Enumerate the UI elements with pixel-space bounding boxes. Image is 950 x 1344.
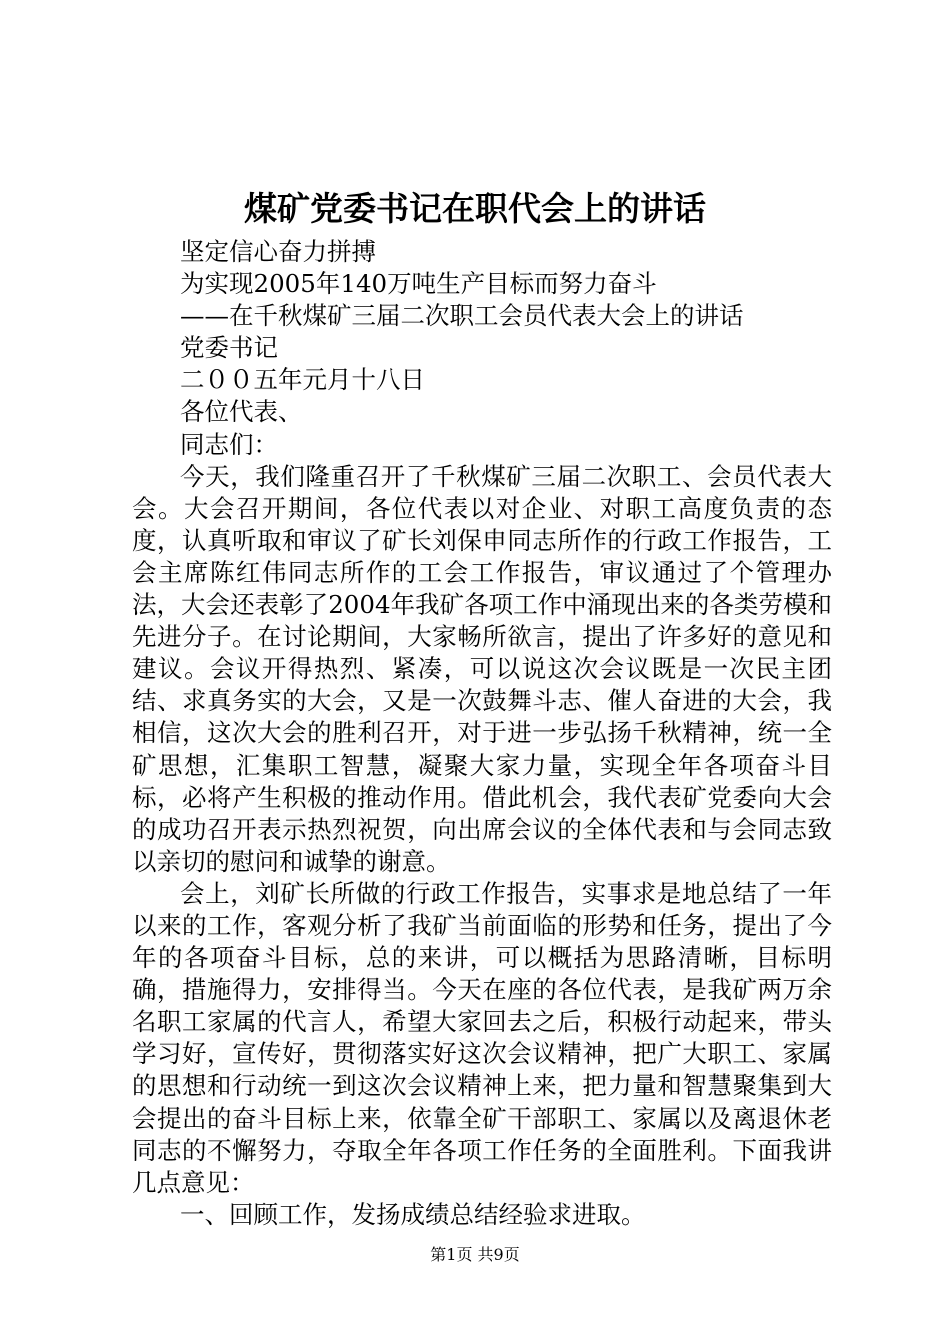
salutation-line-1: 各位代表、 [180, 397, 303, 427]
salutation-line-2: 同志们： [180, 429, 278, 459]
speaker-title: 党委书记 [180, 333, 278, 363]
page-number-footer: 第1页 共9页 [430, 1245, 520, 1264]
speech-occasion: ——在千秋煤矿三届二次职工会员代表大会上的讲话 [180, 301, 744, 331]
document-title: 煤矿党委书记在职代会上的讲话 [244, 189, 706, 228]
body-paragraph-2: 会上，刘矿长所做的行政工作报告，实事求是地总结了一年以来的工作，客观分析了我矿当前面临的形势和任务，提出了今年的各项奋斗目标，总的来讲，可以概括为思路清晰，目标明确，措施得力，安排得当。今天在座的各位代表，是我矿两万余名职工家属的代言人，希望大家回去之后，积极行动起来，带头学习好，宣传好，贯彻落实好这次会议精神，把广大职工、家属的思想和行动统一到这次会议精神上来，把力量和智慧聚集到大会提出的奋斗目标上来，依靠全矿干部职工、家属以及离退休老同志的不懈努力，夺取全年各项工作任务的全面胜利。下面我讲几点意见： [132, 878, 832, 1197]
section-heading-1: 一、回顾工作，发扬成绩总结经验求进取。 [180, 1199, 646, 1229]
body-paragraph-1: 今天，我们隆重召开了千秋煤矿三届二次职工、会员代表大会。大会召开期间，各位代表以对企业、对职工高度负责的态度，认真听取和审议了矿长刘保申同志所作的行政工作报告，工会主席陈红伟同志所作的工会工作报告，审议通过了个管理办法，大会还表彰了2004年我矿各项工作中涌现出来的各类劳模和先进分子。在讨论期间，大家畅所欲言，提出了许多好的意见和建议。会议开得热烈、紧凑，可以说这次会议既是一次民主团结、求真务实的大会，又是一次鼓舞斗志、催人奋进的大会，我相信，这次大会的胜利召开，对于进一步弘扬千秋精神，统一全矿思想，汇集职工智慧，凝聚大家力量，实现全年各项奋斗目标，必将产生积极的推动作用。借此机会，我代表矿党委向大会的成功召开表示热烈祝贺，向出席会议的全体代表和与会同志致以亲切的慰问和诚挚的谢意。 [132, 461, 832, 876]
document-body [132, 236, 832, 1231]
speech-date: 二００五年元月十八日 [180, 365, 425, 395]
speech-theme: 坚定信心奋力拼搏 [180, 237, 376, 266]
speech-subtitle: 为实现2005年140万吨生产目标而努力奋斗 [180, 269, 657, 299]
